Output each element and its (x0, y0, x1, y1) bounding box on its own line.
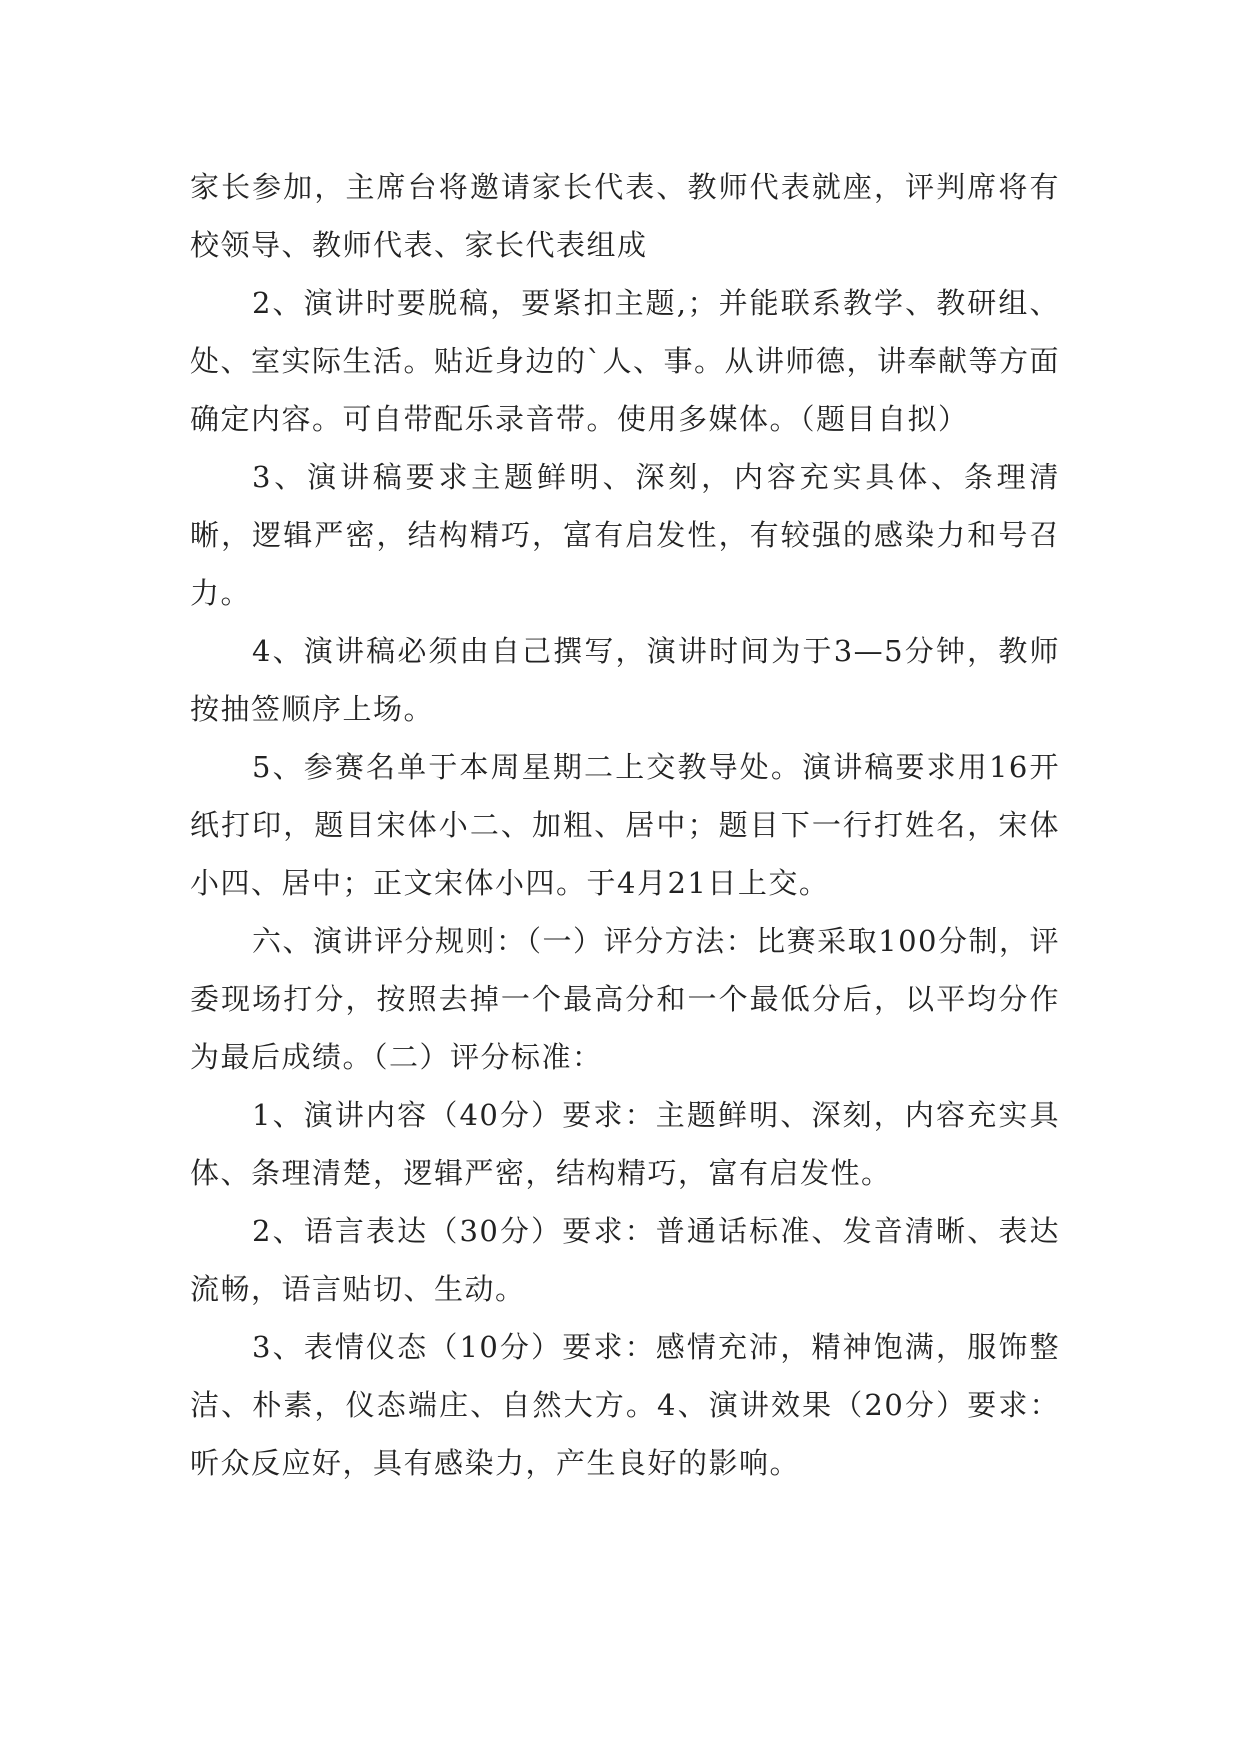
paragraph-item-4: 4、演讲稿必须由自己撰写，演讲时间为于3—5分钟，教师按抽签顺序上场。 (190, 634, 1060, 726)
paragraph-item-3: 3、演讲稿要求主题鲜明、深刻，内容充实具体、条理清晰，逻辑严密，结构精巧，富有启发性，有较强的感染力和号召力。 (190, 460, 1060, 610)
paragraph-criterion-language: 2、语言表达（30分）要求：普通话标准、发音清晰、表达流畅，语言贴切、生动。 (190, 1214, 1060, 1306)
paragraph-section-6-rules: 六、演讲评分规则：（一）评分方法：比赛采取100分制，评委现场打分，按照去掉一个最高分和一个最低分后，以平均分作为最后成绩。（二）评分标准： (190, 924, 1060, 1074)
paragraph-criterion-content: 1、演讲内容（40分）要求：主题鲜明、深刻，内容充实具体、条理清楚，逻辑严密，结构精巧，富有启发性。 (190, 1098, 1060, 1190)
paragraph-item-5: 5、参赛名单于本周星期二上交教导处。演讲稿要求用16开纸打印，题目宋体小二、加粗、居中；题目下一行打姓名，宋体小四、居中；正文宋体小四。于4月21日上交。 (190, 750, 1060, 900)
paragraph-criterion-manner: 3、表情仪态（10分）要求：感情充沛，精神饱满，服饰整洁、朴素，仪态端庄、自然大方。4、演讲效果（20分）要求：听众反应好，具有感染力，产生良好的影响。 (190, 1330, 1060, 1480)
document-body (190, 158, 1060, 1492)
paragraph-item-2: 2、演讲时要脱稿，要紧扣主题,；并能联系教学、教研组、处、室实际生活。贴近身边的`人、事。从讲师德，讲奉献等方面确定内容。可自带配乐录音带。使用多媒体。（题目自拟） (190, 286, 1061, 436)
paragraph-continuation: 家长参加，主席台将邀请家长代表、教师代表就座，评判席将有校领导、教师代表、家长代表组成 (190, 170, 1060, 262)
